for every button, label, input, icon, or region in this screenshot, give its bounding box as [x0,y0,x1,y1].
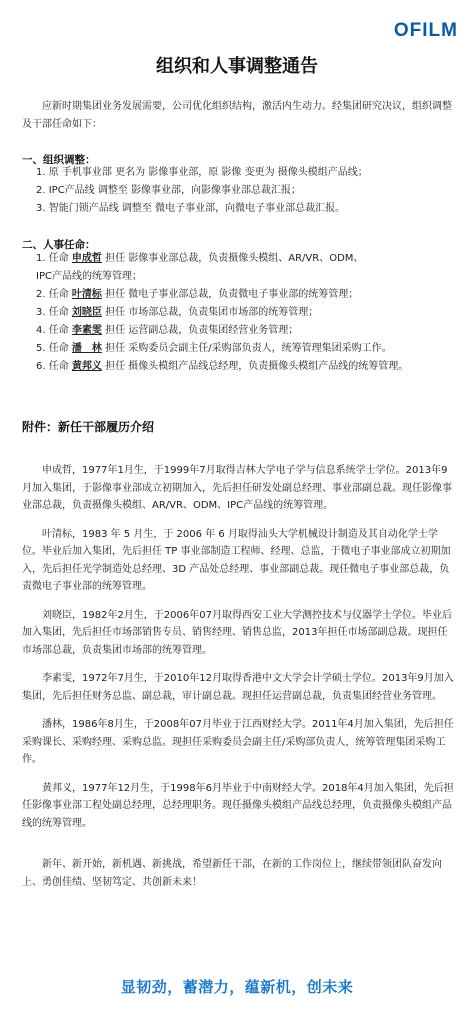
closing-paragraph: 新年、新开始，新机遇、新挑战，希望新任干部，在新的工作岗位上，继续带领团队奋发向上、勇创佳绩、坚韧笃定、共创新未来！ [22,859,442,888]
appointee-name: 潘 林 [71,343,102,354]
bio-paragraph: 黄邦义，1977年12月生，于1998年6月毕业于中南财经大学。2018年4月加入集团，先后担任影像事业部工程处副总经理，总经理职务。现任摄像头模组产品线总经理，负责摄像头模组产品线的统筹管理。 [22,782,454,829]
list-item [36,286,456,304]
item-prefix: 1. 任命 [36,253,72,264]
intro-paragraph: 应新时期集团业务发展需要，公司优化组织结构，激活内生动力。经集团研究决议，组织调整及干部任命如下： [22,101,452,130]
item-text: 担任 运营副总裁，负责集团经营业务管理； [101,325,299,336]
hr-section-heading: 二、人事任命： [22,239,96,251]
appointee-name: 叶清标 [71,289,102,300]
item-text: 担任 微电子事业部总裁，负责微电子事业部的统筹管理； [101,289,359,300]
list-item: 1. 原 手机事业部 更名为 影像事业部，原 影像 变更为 摄像头模组产品线； [36,167,368,178]
list-item [36,322,456,340]
item-text: 担任 摄像头模组产品线总经理，负责摄像头模组产品线的统筹管理。 [101,361,409,372]
list-item [36,268,456,286]
item-text: 担任 采购委员会副主任/采购部负责人，统筹管理集团采购工作。 [101,343,392,354]
appointment-list [36,250,456,376]
bio-paragraph: 申成哲，1977年1月生，于1999年7月取得吉林大学电子学与信息系统学士学位。2013年9月加入集团，于影像事业部成立初期加入，先后担任研发处副总经理、事业部副总裁。现任影像事业部总裁，负责摄像头模组、AR/VR、ODM、IPC产品线的统筹管理。 [22,465,452,511]
ofilm-logo: OFILM [393,20,458,41]
list-item: 3. 智能门锁产品线 调整至 微电子事业部，向微电子事业部总裁汇报。 [36,203,346,214]
annex-heading: 附件：新任干部履历介绍 [22,420,155,434]
bio-list [22,462,454,843]
appointee-name: 刘晓臣 [71,307,102,318]
org-section-heading: 一、组织调整： [22,154,96,166]
list-item [36,358,456,376]
slogan: 显韧劲，蓄潜力，蕴新机，创未来 [120,978,354,996]
bio-paragraph: 叶清标，1983 年 5 月生，于 2006 年 6 月取得汕头大学机械设计制造及其自动化学士学位。毕业后加入集团，先后担任 TP 事业部制造工程师、经理、总监，于微电子事业部成立初期加入，先后担任光学制造处总经理、3D 产品处总经理、事业部副总裁。现任微电子事业部总裁，负责微电子事业部的统筹管理。 [22,528,451,592]
item-text: 担任 市场部总裁，负责集团市场部的统筹管理； [101,307,319,318]
org-adjustment-list [36,164,456,218]
list-item [36,304,456,322]
item-prefix: 4. 任命 [36,325,72,336]
list-item: 2. IPC产品线 调整至 影像事业部，向影像事业部总裁汇报； [36,185,302,196]
appointee-name: 李素雯 [71,325,102,336]
item-prefix: 6. 任命 [36,361,72,372]
item-prefix: 5. 任命 [36,343,72,354]
bio-paragraph: 李素雯，1972年7月生，于2010年12月取得香港中文大学会计学硕士学位。2013年9月加入集团，先后担任财务总监、副总裁，审计副总裁。现担任运营副总裁，负责集团经营业务管理。 [22,673,454,702]
bio-paragraph: 潘林，1986年8月生，于2008年07月毕业于江西财经大学。2011年4月加入集团，先后担任采购课长、采购经理、采购总监。现担任采购委员会副主任/采购部负责人，统筹管理集团采购工作。 [22,719,454,765]
item-continuation: IPC产品线的统筹管理； [36,271,142,282]
bio-paragraph: 刘晓臣，1982年2月生，于2006年07月取得西安工业大学测控技术与仪器学士学位。毕业后加入集团，先后担任市场部销售专员、销售经理、销售总监，2013年担任市场部副总裁。现担任市场部总裁，负责集团市场部的统筹管理。 [22,609,452,656]
list-item [36,340,456,358]
item-text: 担任 影像事业部总裁，负责摄像头模组、AR/VR、ODM、 [101,253,364,264]
appointee-name: 申成哲 [71,253,102,264]
item-prefix: 2. 任命 [36,289,72,300]
appointee-name: 黄邦义 [71,361,102,372]
page-title: 组织和人事调整通告 [156,56,318,77]
item-prefix: 3. 任命 [36,307,72,318]
list-item [36,250,456,268]
